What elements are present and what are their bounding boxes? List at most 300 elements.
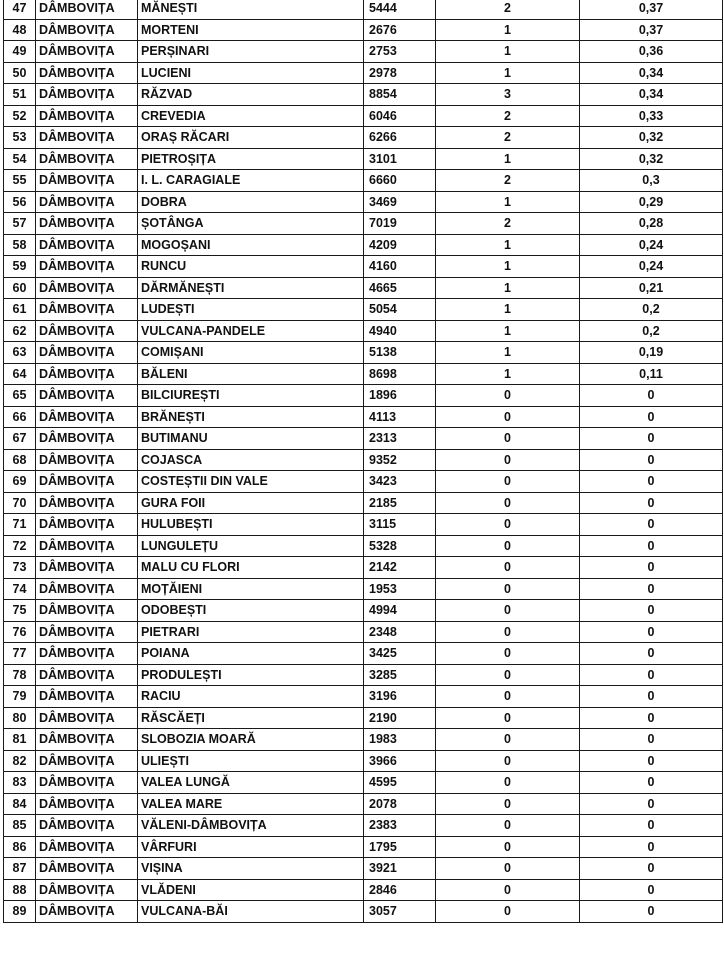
row-number-cell: 55 (4, 170, 36, 192)
table-row (4, 750, 723, 772)
row-number-cell: 52 (4, 105, 36, 127)
county-cell: DÂMBOVIȚA (36, 299, 138, 321)
rate-cell: 0 (580, 729, 723, 751)
locality-cell: BILCIUREȘTI (138, 385, 364, 407)
cases-cell: 1 (436, 41, 580, 63)
locality-cell: MORTENI (138, 19, 364, 41)
cases-cell: 0 (436, 772, 580, 794)
population-cell: 3469 (364, 191, 436, 213)
population-cell: 2313 (364, 428, 436, 450)
rate-cell: 0 (580, 471, 723, 493)
cases-cell: 2 (436, 170, 580, 192)
rate-cell: 0,24 (580, 256, 723, 278)
cases-cell: 0 (436, 750, 580, 772)
table-row (4, 148, 723, 170)
locality-cell: BUTIMANU (138, 428, 364, 450)
table-row (4, 729, 723, 751)
rate-cell: 0 (580, 385, 723, 407)
county-cell: DÂMBOVIȚA (36, 621, 138, 643)
cases-cell: 0 (436, 492, 580, 514)
table-row (4, 858, 723, 880)
table-row (4, 772, 723, 794)
rate-cell: 0 (580, 406, 723, 428)
cases-cell: 1 (436, 19, 580, 41)
population-cell: 2142 (364, 557, 436, 579)
county-cell: DÂMBOVIȚA (36, 449, 138, 471)
cases-cell: 3 (436, 84, 580, 106)
population-cell: 3423 (364, 471, 436, 493)
rate-cell: 0,34 (580, 62, 723, 84)
cases-cell: 1 (436, 363, 580, 385)
locality-cell: LUCIENI (138, 62, 364, 84)
row-number-cell: 48 (4, 19, 36, 41)
row-number-cell: 64 (4, 363, 36, 385)
county-cell: DÂMBOVIȚA (36, 234, 138, 256)
cases-cell: 2 (436, 213, 580, 235)
population-cell: 1896 (364, 385, 436, 407)
cases-cell: 0 (436, 578, 580, 600)
rate-cell: 0 (580, 707, 723, 729)
population-cell: 6046 (364, 105, 436, 127)
cases-cell: 0 (436, 901, 580, 923)
cases-cell: 0 (436, 621, 580, 643)
cases-cell: 1 (436, 148, 580, 170)
locality-cell: VALEA MARE (138, 793, 364, 815)
county-cell: DÂMBOVIȚA (36, 170, 138, 192)
rate-cell: 0,11 (580, 363, 723, 385)
county-cell: DÂMBOVIȚA (36, 105, 138, 127)
locality-cell: VIȘINA (138, 858, 364, 880)
cases-cell: 1 (436, 299, 580, 321)
cases-cell: 0 (436, 643, 580, 665)
county-cell: DÂMBOVIȚA (36, 256, 138, 278)
rate-cell: 0 (580, 879, 723, 901)
county-cell: DÂMBOVIȚA (36, 0, 138, 19)
population-cell: 4209 (364, 234, 436, 256)
county-cell: DÂMBOVIȚA (36, 750, 138, 772)
row-number-cell: 82 (4, 750, 36, 772)
cases-cell: 0 (436, 471, 580, 493)
locality-cell: HULUBEȘTI (138, 514, 364, 536)
locality-cell: MALU CU FLORI (138, 557, 364, 579)
population-cell: 2753 (364, 41, 436, 63)
locality-cell: RACIU (138, 686, 364, 708)
table-row (4, 535, 723, 557)
table-row (4, 686, 723, 708)
locality-cell: BRĂNEȘTI (138, 406, 364, 428)
county-cell: DÂMBOVIȚA (36, 535, 138, 557)
county-cell: DÂMBOVIȚA (36, 707, 138, 729)
rate-cell: 0,33 (580, 105, 723, 127)
locality-cell: BĂLENI (138, 363, 364, 385)
row-number-cell: 79 (4, 686, 36, 708)
table-row (4, 815, 723, 837)
row-number-cell: 59 (4, 256, 36, 278)
row-number-cell: 60 (4, 277, 36, 299)
row-number-cell: 67 (4, 428, 36, 450)
locality-cell: ULIEȘTI (138, 750, 364, 772)
cases-cell: 0 (436, 879, 580, 901)
row-number-cell: 75 (4, 600, 36, 622)
table-row (4, 514, 723, 536)
table-row (4, 41, 723, 63)
localities-table (3, 0, 723, 923)
row-number-cell: 69 (4, 471, 36, 493)
table-row (4, 170, 723, 192)
population-cell: 6266 (364, 127, 436, 149)
row-number-cell: 66 (4, 406, 36, 428)
row-number-cell: 58 (4, 234, 36, 256)
row-number-cell: 47 (4, 0, 36, 19)
rate-cell: 0 (580, 858, 723, 880)
county-cell: DÂMBOVIȚA (36, 213, 138, 235)
row-number-cell: 73 (4, 557, 36, 579)
population-cell: 6660 (364, 170, 436, 192)
population-cell: 2078 (364, 793, 436, 815)
rate-cell: 0 (580, 492, 723, 514)
row-number-cell: 53 (4, 127, 36, 149)
row-number-cell: 56 (4, 191, 36, 213)
table-row (4, 213, 723, 235)
population-cell: 5054 (364, 299, 436, 321)
locality-cell: DOBRA (138, 191, 364, 213)
county-cell: DÂMBOVIȚA (36, 815, 138, 837)
cases-cell: 1 (436, 342, 580, 364)
rate-cell: 0,2 (580, 299, 723, 321)
table-row (4, 901, 723, 923)
county-cell: DÂMBOVIȚA (36, 428, 138, 450)
cases-cell: 0 (436, 793, 580, 815)
rate-cell: 0 (580, 901, 723, 923)
population-cell: 1953 (364, 578, 436, 600)
locality-cell: SLOBOZIA MOARĂ (138, 729, 364, 751)
rate-cell: 0 (580, 514, 723, 536)
cases-cell: 0 (436, 686, 580, 708)
table-row (4, 299, 723, 321)
county-cell: DÂMBOVIȚA (36, 901, 138, 923)
locality-cell: ȘOTÂNGA (138, 213, 364, 235)
locality-cell: ORAȘ RĂCARI (138, 127, 364, 149)
population-cell: 4113 (364, 406, 436, 428)
population-cell: 3196 (364, 686, 436, 708)
county-cell: DÂMBOVIȚA (36, 62, 138, 84)
table-row (4, 84, 723, 106)
population-cell: 4665 (364, 277, 436, 299)
table-row (4, 191, 723, 213)
locality-cell: COSTEȘTII DIN VALE (138, 471, 364, 493)
population-cell: 3921 (364, 858, 436, 880)
table-row (4, 363, 723, 385)
locality-cell: ODOBEȘTI (138, 600, 364, 622)
county-cell: DÂMBOVIȚA (36, 729, 138, 751)
population-cell: 2676 (364, 19, 436, 41)
table-row (4, 836, 723, 858)
locality-cell: LUDEȘTI (138, 299, 364, 321)
rate-cell: 0,3 (580, 170, 723, 192)
locality-cell: PRODULEȘTI (138, 664, 364, 686)
county-cell: DÂMBOVIȚA (36, 19, 138, 41)
cases-cell: 0 (436, 729, 580, 751)
county-cell: DÂMBOVIȚA (36, 514, 138, 536)
locality-cell: GURA FOII (138, 492, 364, 514)
population-cell: 3966 (364, 750, 436, 772)
table-row (4, 471, 723, 493)
locality-cell: PERȘINARI (138, 41, 364, 63)
cases-cell: 0 (436, 514, 580, 536)
population-cell: 2846 (364, 879, 436, 901)
table-row (4, 234, 723, 256)
row-number-cell: 62 (4, 320, 36, 342)
locality-cell: RĂSCĂEȚI (138, 707, 364, 729)
table-row (4, 385, 723, 407)
population-cell: 8854 (364, 84, 436, 106)
county-cell: DÂMBOVIȚA (36, 148, 138, 170)
county-cell: DÂMBOVIȚA (36, 858, 138, 880)
row-number-cell: 89 (4, 901, 36, 923)
rate-cell: 0 (580, 578, 723, 600)
table-row (4, 707, 723, 729)
county-cell: DÂMBOVIȚA (36, 471, 138, 493)
cases-cell: 1 (436, 191, 580, 213)
county-cell: DÂMBOVIȚA (36, 191, 138, 213)
row-number-cell: 51 (4, 84, 36, 106)
cases-cell: 0 (436, 406, 580, 428)
rate-cell: 0,37 (580, 0, 723, 19)
table-row (4, 277, 723, 299)
row-number-cell: 78 (4, 664, 36, 686)
row-number-cell: 57 (4, 213, 36, 235)
table-row (4, 320, 723, 342)
table-row (4, 879, 723, 901)
cases-cell: 0 (436, 815, 580, 837)
county-cell: DÂMBOVIȚA (36, 836, 138, 858)
rate-cell: 0 (580, 836, 723, 858)
rate-cell: 0 (580, 815, 723, 837)
row-number-cell: 74 (4, 578, 36, 600)
locality-cell: VÂRFURI (138, 836, 364, 858)
population-cell: 2383 (364, 815, 436, 837)
cases-cell: 0 (436, 600, 580, 622)
row-number-cell: 70 (4, 492, 36, 514)
table-row (4, 105, 723, 127)
population-cell: 2348 (364, 621, 436, 643)
county-cell: DÂMBOVIȚA (36, 600, 138, 622)
rate-cell: 0 (580, 535, 723, 557)
rate-cell: 0 (580, 643, 723, 665)
rate-cell: 0,2 (580, 320, 723, 342)
population-cell: 5328 (364, 535, 436, 557)
locality-cell: DĂRMĂNEȘTI (138, 277, 364, 299)
table-row (4, 0, 723, 19)
county-cell: DÂMBOVIȚA (36, 406, 138, 428)
cases-cell: 2 (436, 105, 580, 127)
county-cell: DÂMBOVIȚA (36, 385, 138, 407)
row-number-cell: 49 (4, 41, 36, 63)
rate-cell: 0 (580, 557, 723, 579)
row-number-cell: 72 (4, 535, 36, 557)
population-cell: 7019 (364, 213, 436, 235)
county-cell: DÂMBOVIȚA (36, 492, 138, 514)
population-cell: 2185 (364, 492, 436, 514)
cases-cell: 1 (436, 234, 580, 256)
row-number-cell: 80 (4, 707, 36, 729)
cases-cell: 0 (436, 449, 580, 471)
locality-cell: MOȚĂIENI (138, 578, 364, 600)
rate-cell: 0,36 (580, 41, 723, 63)
locality-cell: COMIȘANI (138, 342, 364, 364)
population-cell: 5444 (364, 0, 436, 19)
locality-cell: VULCANA-PANDELE (138, 320, 364, 342)
table-row (4, 578, 723, 600)
row-number-cell: 87 (4, 858, 36, 880)
rate-cell: 0,37 (580, 19, 723, 41)
row-number-cell: 88 (4, 879, 36, 901)
row-number-cell: 54 (4, 148, 36, 170)
row-number-cell: 76 (4, 621, 36, 643)
table-row (4, 449, 723, 471)
population-cell: 2190 (364, 707, 436, 729)
locality-cell: MOGOȘANI (138, 234, 364, 256)
county-cell: DÂMBOVIȚA (36, 643, 138, 665)
table-row (4, 256, 723, 278)
rate-cell: 0,24 (580, 234, 723, 256)
table-row (4, 19, 723, 41)
locality-cell: VĂLENI-DÂMBOVIȚA (138, 815, 364, 837)
county-cell: DÂMBOVIȚA (36, 557, 138, 579)
rate-cell: 0,34 (580, 84, 723, 106)
rate-cell: 0,28 (580, 213, 723, 235)
locality-cell: RUNCU (138, 256, 364, 278)
table-row (4, 664, 723, 686)
table-row (4, 406, 723, 428)
rate-cell: 0 (580, 664, 723, 686)
locality-cell: VALEA LUNGĂ (138, 772, 364, 794)
cases-cell: 0 (436, 707, 580, 729)
county-cell: DÂMBOVIȚA (36, 127, 138, 149)
population-cell: 2978 (364, 62, 436, 84)
population-cell: 3425 (364, 643, 436, 665)
locality-cell: RĂZVAD (138, 84, 364, 106)
row-number-cell: 84 (4, 793, 36, 815)
row-number-cell: 68 (4, 449, 36, 471)
population-cell: 3057 (364, 901, 436, 923)
table-row (4, 428, 723, 450)
locality-cell: I. L. CARAGIALE (138, 170, 364, 192)
rate-cell: 0 (580, 772, 723, 794)
rate-cell: 0 (580, 750, 723, 772)
rate-cell: 0 (580, 621, 723, 643)
locality-cell: VLĂDENI (138, 879, 364, 901)
county-cell: DÂMBOVIȚA (36, 686, 138, 708)
county-cell: DÂMBOVIȚA (36, 342, 138, 364)
rate-cell: 0,21 (580, 277, 723, 299)
table-row (4, 127, 723, 149)
locality-cell: LUNGULEȚU (138, 535, 364, 557)
cases-cell: 1 (436, 62, 580, 84)
cases-cell: 0 (436, 557, 580, 579)
county-cell: DÂMBOVIȚA (36, 664, 138, 686)
table-body (4, 0, 723, 922)
rate-cell: 0 (580, 793, 723, 815)
county-cell: DÂMBOVIȚA (36, 320, 138, 342)
cases-cell: 1 (436, 256, 580, 278)
cases-cell: 0 (436, 858, 580, 880)
cases-cell: 0 (436, 385, 580, 407)
county-cell: DÂMBOVIȚA (36, 578, 138, 600)
locality-cell: MĂNEȘTI (138, 0, 364, 19)
population-cell: 3285 (364, 664, 436, 686)
cases-cell: 0 (436, 428, 580, 450)
cases-cell: 1 (436, 320, 580, 342)
county-cell: DÂMBOVIȚA (36, 277, 138, 299)
rate-cell: 0 (580, 449, 723, 471)
table-row (4, 643, 723, 665)
row-number-cell: 63 (4, 342, 36, 364)
population-cell: 4160 (364, 256, 436, 278)
rate-cell: 0 (580, 686, 723, 708)
rate-cell: 0,32 (580, 127, 723, 149)
locality-cell: VULCANA-BĂI (138, 901, 364, 923)
row-number-cell: 71 (4, 514, 36, 536)
locality-cell: POIANA (138, 643, 364, 665)
county-cell: DÂMBOVIȚA (36, 793, 138, 815)
row-number-cell: 77 (4, 643, 36, 665)
row-number-cell: 50 (4, 62, 36, 84)
table-row (4, 621, 723, 643)
population-cell: 1795 (364, 836, 436, 858)
county-cell: DÂMBOVIȚA (36, 84, 138, 106)
county-cell: DÂMBOVIȚA (36, 363, 138, 385)
rate-cell: 0,19 (580, 342, 723, 364)
locality-cell: PIETRARI (138, 621, 364, 643)
row-number-cell: 81 (4, 729, 36, 751)
table-row (4, 600, 723, 622)
cases-cell: 2 (436, 0, 580, 19)
county-cell: DÂMBOVIȚA (36, 41, 138, 63)
population-cell: 9352 (364, 449, 436, 471)
population-cell: 3101 (364, 148, 436, 170)
county-cell: DÂMBOVIȚA (36, 879, 138, 901)
row-number-cell: 85 (4, 815, 36, 837)
population-cell: 1983 (364, 729, 436, 751)
row-number-cell: 86 (4, 836, 36, 858)
row-number-cell: 83 (4, 772, 36, 794)
locality-cell: PIETROȘIȚA (138, 148, 364, 170)
rate-cell: 0 (580, 600, 723, 622)
cases-cell: 0 (436, 664, 580, 686)
population-cell: 5138 (364, 342, 436, 364)
population-cell: 4994 (364, 600, 436, 622)
cases-cell: 0 (436, 836, 580, 858)
cases-cell: 0 (436, 535, 580, 557)
rate-cell: 0,32 (580, 148, 723, 170)
row-number-cell: 61 (4, 299, 36, 321)
table-row (4, 557, 723, 579)
table-row (4, 62, 723, 84)
population-cell: 4595 (364, 772, 436, 794)
population-cell: 4940 (364, 320, 436, 342)
rate-cell: 0,29 (580, 191, 723, 213)
table-row (4, 342, 723, 364)
population-cell: 8698 (364, 363, 436, 385)
cases-cell: 1 (436, 277, 580, 299)
table-row (4, 492, 723, 514)
rate-cell: 0 (580, 428, 723, 450)
population-cell: 3115 (364, 514, 436, 536)
cases-cell: 2 (436, 127, 580, 149)
locality-cell: CREVEDIA (138, 105, 364, 127)
locality-cell: COJASCA (138, 449, 364, 471)
